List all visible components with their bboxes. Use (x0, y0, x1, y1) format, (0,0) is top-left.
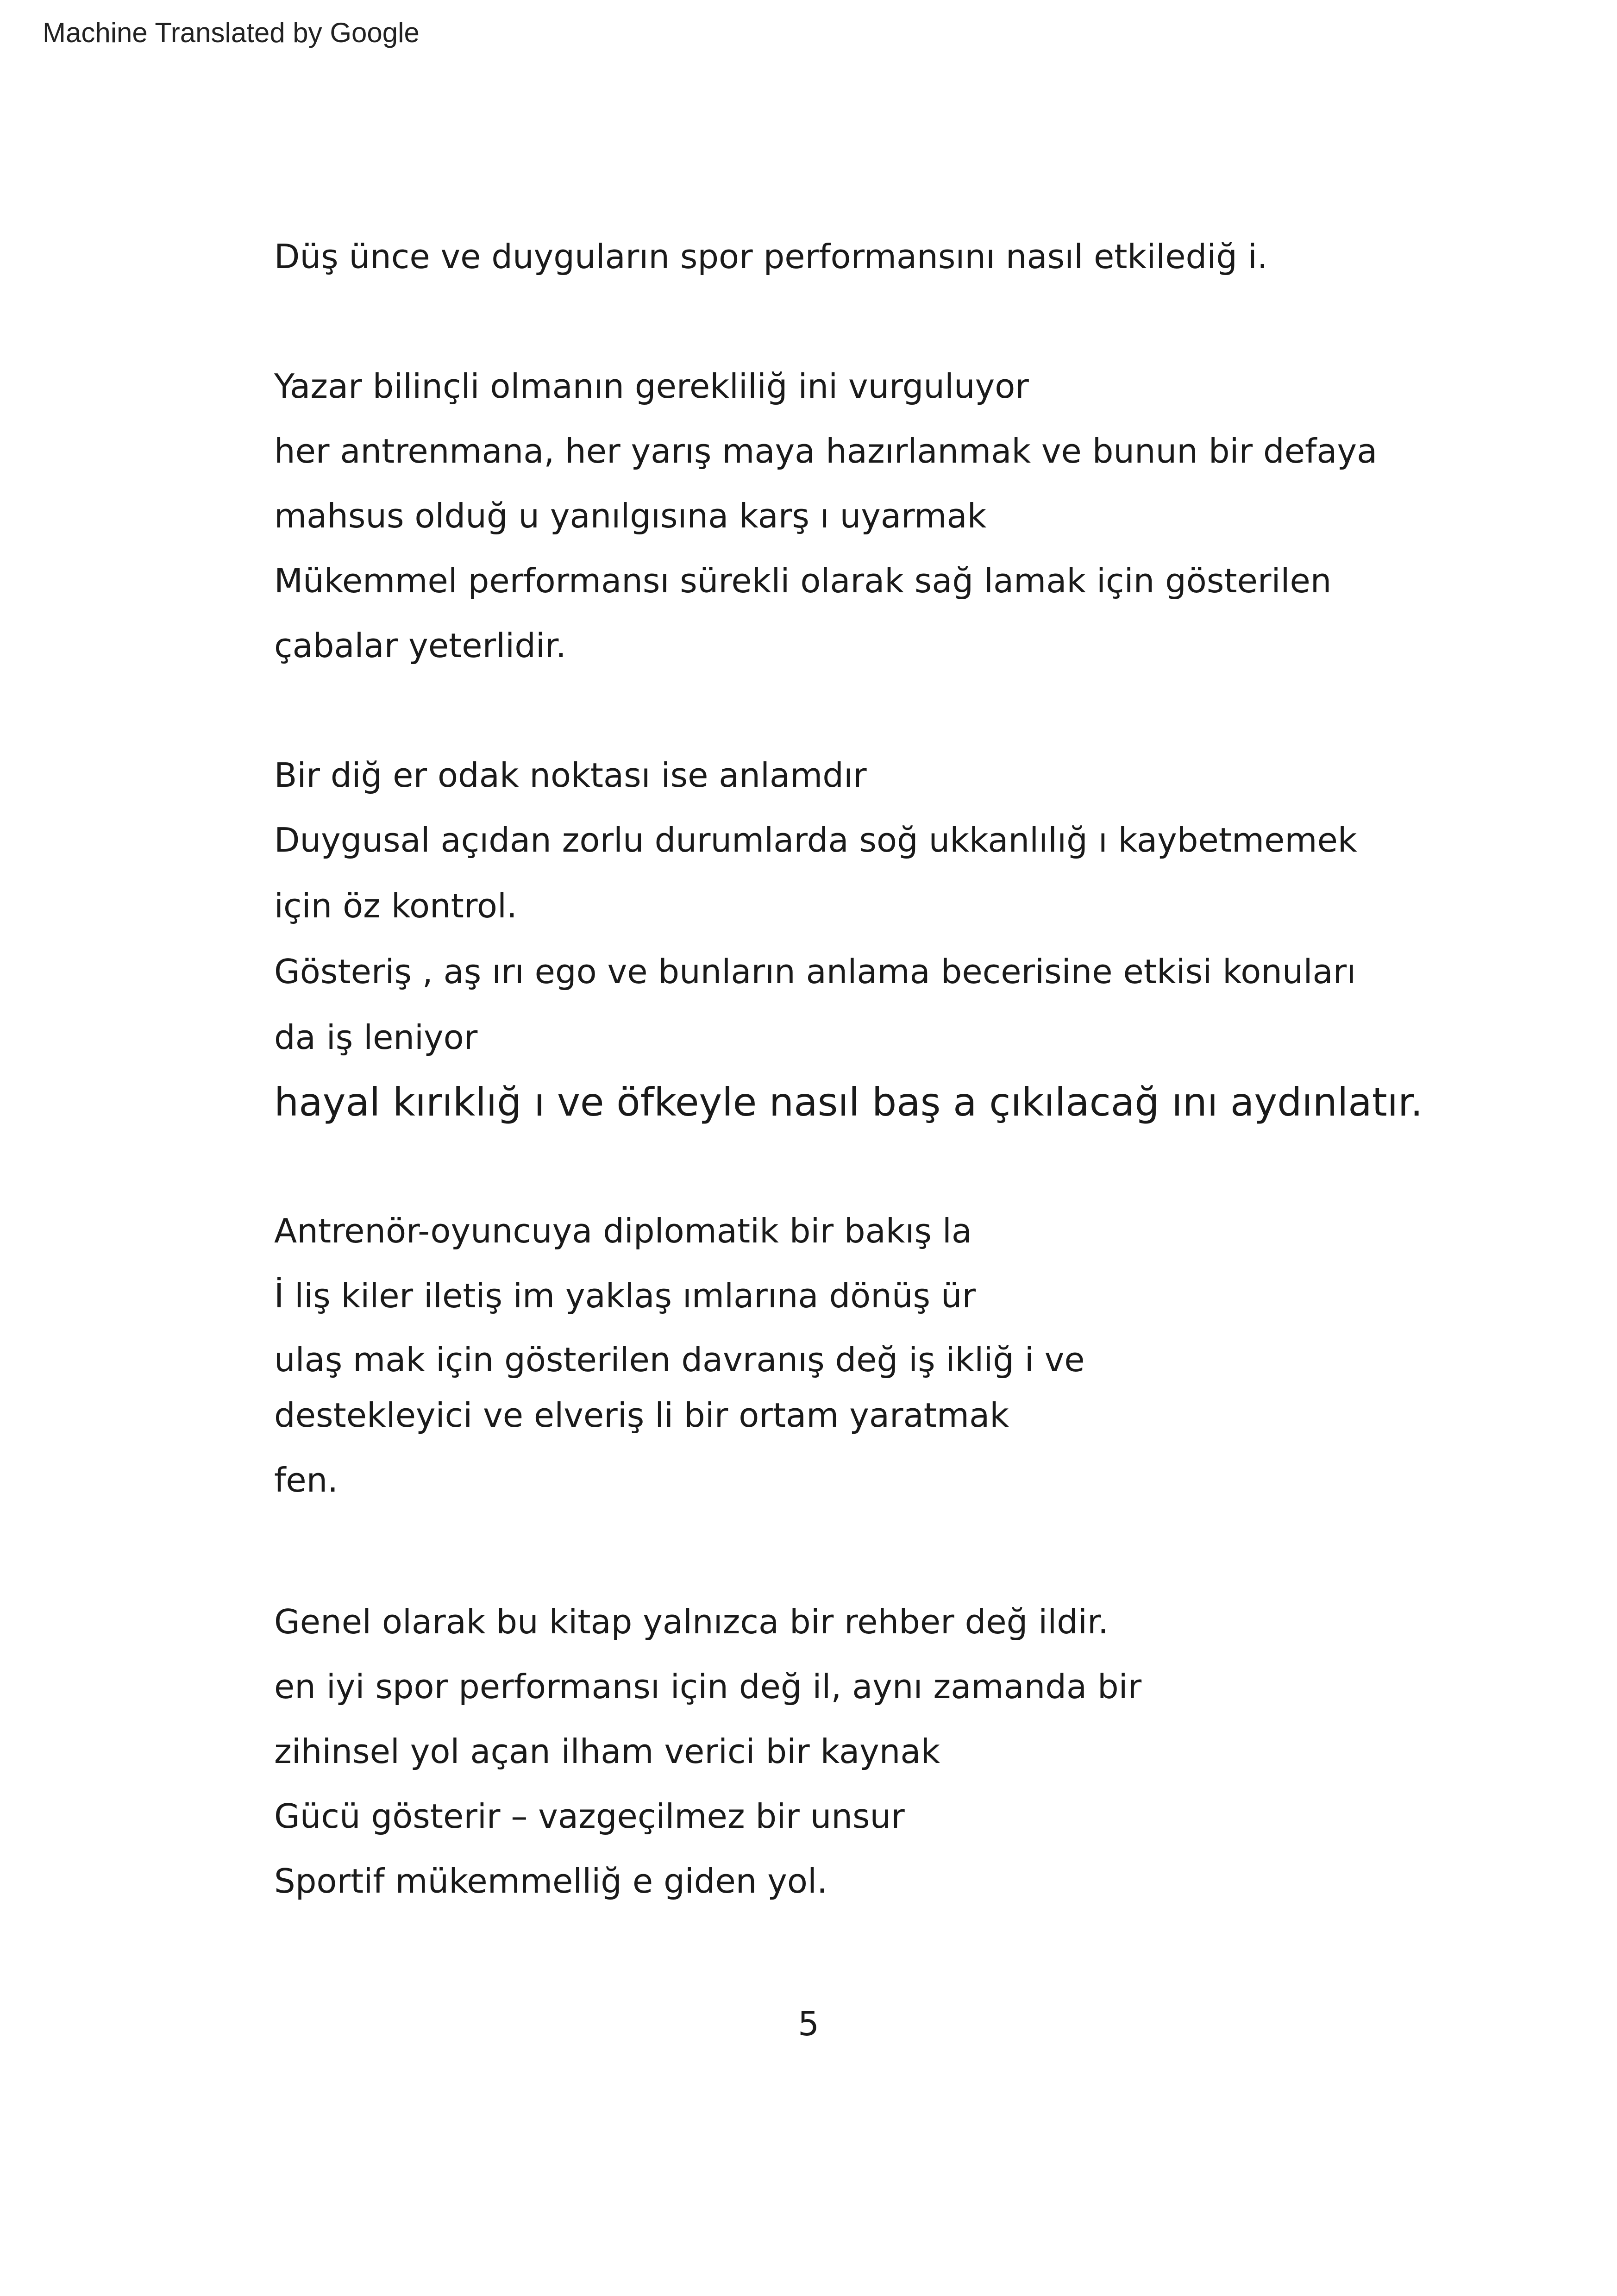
paragraph-4-line-5: fen. (274, 1461, 338, 1499)
paragraph-3-line-2: Duygusal açıdan zorlu durumlarda soğ ukkanlılığ ı kaybetmemek (274, 821, 1357, 859)
paragraph-3-line-4: Gösteriş , aş ırı ego ve bunların anlama becerisine etkisi konuları (274, 952, 1356, 991)
paragraph-3-line-1: Bir diğ er odak noktası ise anlamdır (274, 756, 867, 795)
paragraph-2-line-5: çabalar yeterlidir. (274, 626, 566, 665)
paragraph-4-line-4: destekleyici ve elveriş li bir ortam yaratmak (274, 1396, 1009, 1435)
paragraph-5-line-5: Sportif mükemmelliğ e giden yol. (274, 1862, 827, 1901)
paragraph-2-line-4: Mükemmel performansı sürekli olarak sağ lamak için gösterilen (274, 561, 1332, 600)
page-number: 5 (798, 2004, 819, 2043)
paragraph-3-line-6: hayal kırıklığ ı ve öfkeyle nasıl baş a çıkılacağ ını aydınlatır. (274, 1079, 1423, 1125)
paragraph-4-line-2: İ liş kiler iletiş im yaklaş ımlarına dönüş ür (274, 1276, 976, 1315)
paragraph-5-line-1: Genel olarak bu kitap yalnızca bir rehber değ ildir. (274, 1602, 1109, 1641)
paragraph-5-line-2: en iyi spor performansı için değ il, aynı zamanda bir (274, 1667, 1142, 1706)
paragraph-4-line-1: Antrenör-oyuncuya diplomatik bir bakış la (274, 1211, 972, 1250)
paragraph-4-line-3: ulaş mak için gösterilen davranış değ iş ikliğ i ve (274, 1340, 1085, 1379)
paragraph-3-line-3: için öz kontrol. (274, 886, 517, 925)
paragraph-2-line-3: mahsus olduğ u yanılgısına karş ı uyarmak (274, 496, 987, 535)
translation-note: Machine Translated by Google (43, 17, 420, 48)
paragraph-1-line-1: Düş ünce ve duyguların spor performansını nasıl etkilediğ i. (274, 237, 1268, 276)
paragraph-5-line-3: zihinsel yol açan ilham verici bir kaynak (274, 1732, 940, 1771)
paragraph-5-line-4: Gücü gösterir – vazgeçilmez bir unsur (274, 1797, 905, 1836)
paragraph-2-line-2: her antrenmana, her yarış maya hazırlanmak ve bunun bir defaya (274, 432, 1378, 470)
paragraph-3-line-5: da iş leniyor (274, 1018, 478, 1057)
paragraph-2-line-1: Yazar bilinçli olmanın gerekliliğ ini vurguluyor (274, 367, 1029, 406)
